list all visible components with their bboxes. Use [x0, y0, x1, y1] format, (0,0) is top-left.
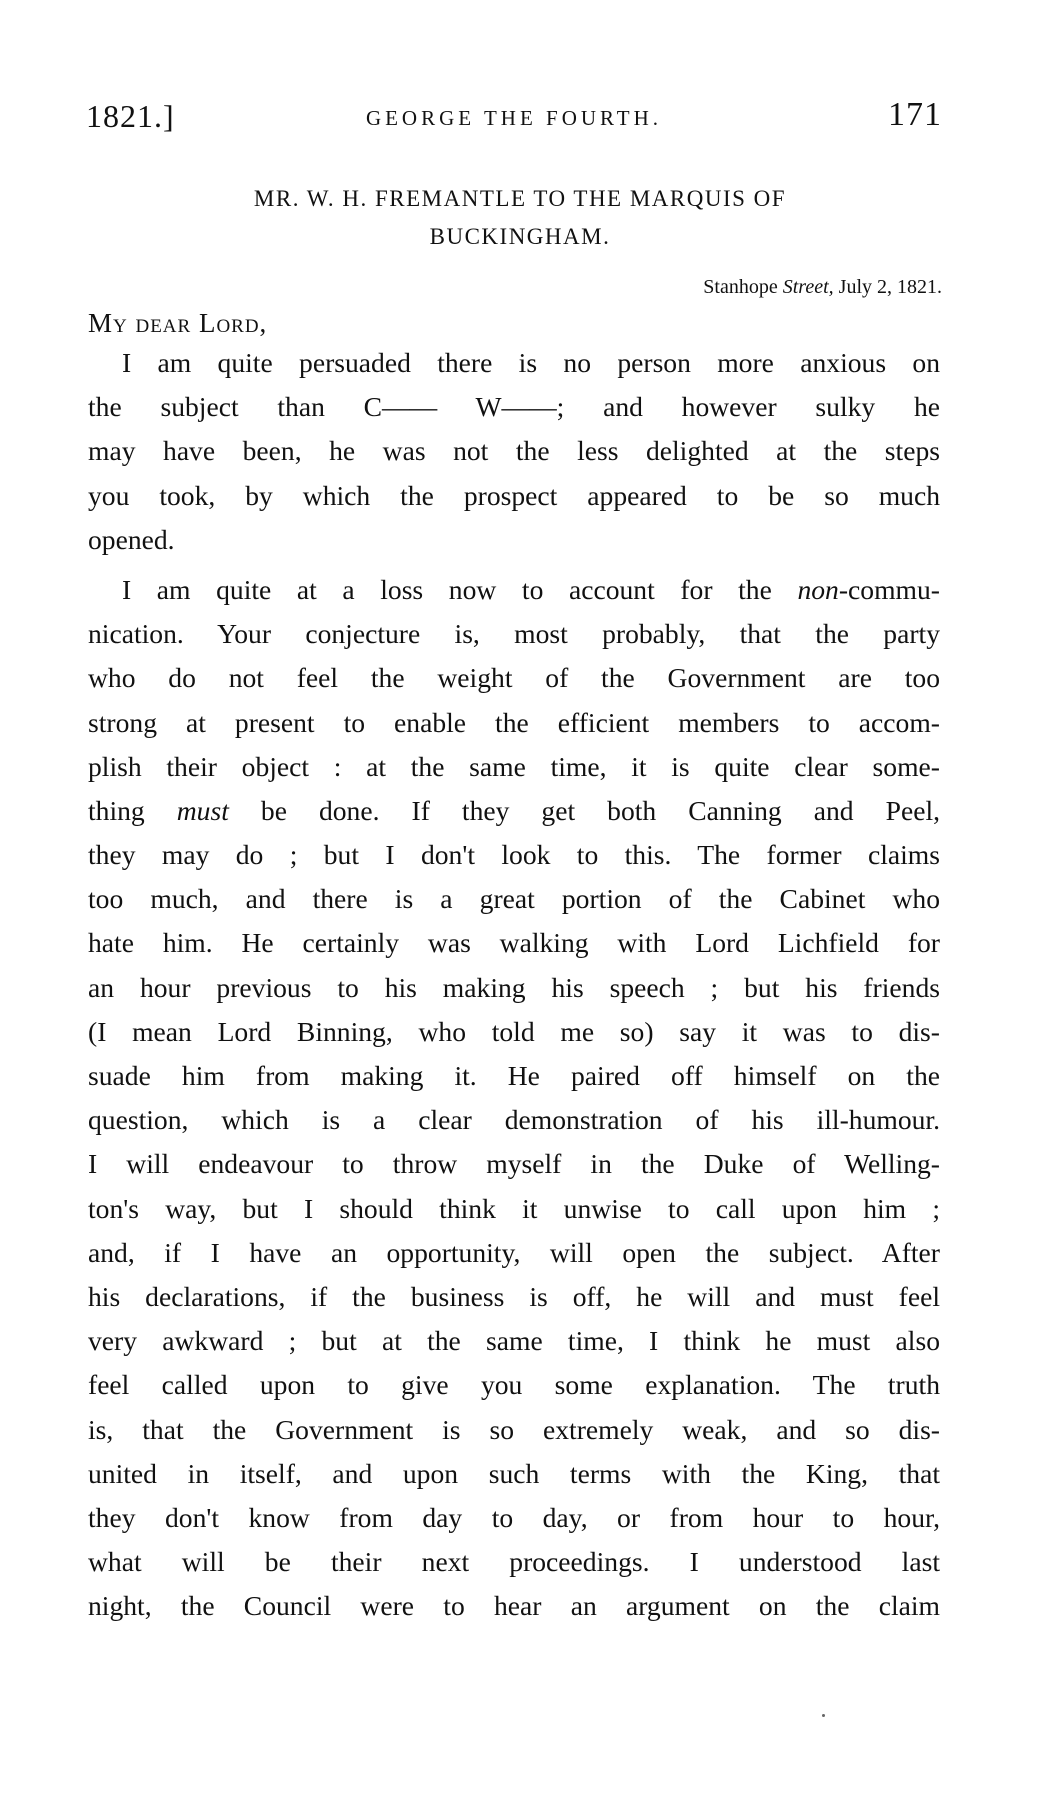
letter-heading-line-1: MR. W. H. FREMANTLE TO THE MARQUIS OF: [253, 186, 787, 211]
text-line: ton's way, but I should think it unwise to call upon him ;: [88, 1192, 940, 1224]
text-run: thing: [88, 794, 177, 826]
text-line: strong at present to enable the efficient members to accom-: [88, 706, 940, 738]
letter-heading-line-2: BUCKINGHAM.: [429, 224, 611, 249]
page-number: 171: [888, 96, 942, 133]
text-line: [88, 789, 940, 833]
text-line: plish their object : at the same time, it is quite clear some-: [88, 750, 940, 782]
text-line: an hour previous to his making his speech ; but his friends: [88, 971, 940, 1003]
dateline-date: July 2, 1821.: [838, 276, 942, 298]
text-line: and, if I have an opportunity, will open the subject. After: [88, 1236, 940, 1268]
text-line: hate him. He certainly was walking with Lord Lichfield for: [88, 927, 940, 959]
running-head-year: 1821.]: [86, 98, 175, 134]
text-line: they may do ; but I don't look to this. The former claims: [88, 839, 940, 871]
text-line: (I mean Lord Binning, who told me so) say it was to dis-: [88, 1015, 940, 1047]
text-line: feel called upon to give you some explanation. The truth: [88, 1369, 940, 1401]
text-line: I am quite persuaded there is no person more anxious on: [122, 347, 940, 378]
text-run: be done. If they get both Canning and Peel,: [228, 794, 941, 826]
italic-run: non: [797, 573, 839, 605]
text-line: too much, and there is a great portion of the Cabinet who: [88, 883, 940, 915]
text-line: may have been, he was not the less delighted at the steps: [88, 435, 940, 467]
text-run: I am quite at a loss now to account for the: [122, 573, 798, 605]
dateline: [703, 276, 942, 299]
text-line: very awkward ; but at the same time, I think he must also: [88, 1325, 940, 1357]
text-line: [88, 568, 940, 612]
text-line: the subject than C—— W——; and however sulky he: [88, 391, 940, 423]
text-run: -commu-: [838, 573, 940, 605]
text-line: his declarations, if the business is off, he will and must feel: [88, 1280, 940, 1312]
text-line: united in itself, and upon such terms with the King, that: [88, 1457, 940, 1489]
text-line: they don't know from day to day, or from hour to hour,: [88, 1501, 940, 1533]
letter-body: [88, 341, 940, 1628]
text-line: I will endeavour to throw myself in the Duke of Welling-: [88, 1148, 940, 1180]
salutation: My dear Lord,: [88, 308, 268, 338]
letter-heading: [160, 180, 880, 256]
text-line: opened.: [88, 523, 175, 555]
text-line: who do not feel the weight of the Government are too: [88, 662, 940, 694]
text-line: what will be their next proceedings. I understood last: [88, 1546, 940, 1578]
italic-run: must: [176, 794, 229, 826]
text-line: night, the Council were to hear an argument on the claim: [88, 1590, 940, 1622]
text-line: you took, by which the prospect appeared to be so much: [88, 479, 940, 511]
text-line: nication. Your conjecture is, most probably, that the party: [88, 618, 940, 650]
running-head: [86, 98, 942, 142]
running-head-title: GEORGE THE FOURTH.: [365, 106, 663, 130]
dateline-place: Stanhope: [703, 276, 778, 298]
text-line: is, that the Government is so extremely weak, and so dis-: [88, 1413, 940, 1445]
text-line: suade him from making it. He paired off himself on the: [88, 1060, 940, 1091]
text-line: question, which is a clear demonstration of his ill-humour.: [88, 1104, 940, 1136]
paper-speck: [822, 1714, 825, 1717]
dateline-street: Street,: [782, 276, 834, 298]
